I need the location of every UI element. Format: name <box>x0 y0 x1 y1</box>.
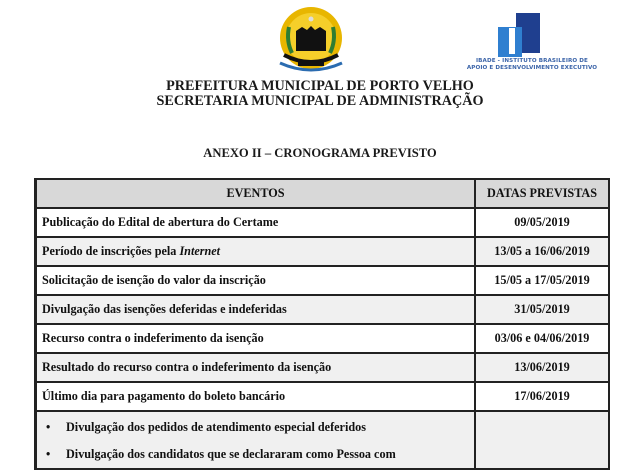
document-header <box>0 79 640 109</box>
table-row <box>36 266 610 295</box>
table-header-row <box>36 179 610 208</box>
bullet-list <box>42 414 469 468</box>
event-text: Período de inscrições pela <box>42 244 180 258</box>
porto-velho-coat-of-arms-icon <box>274 5 348 77</box>
header-line-secretaria: SECRETARIA MUNICIPAL DE ADMINISTRAÇÃO <box>156 93 484 109</box>
event-cell: Divulgação das isenções deferidas e indeferidas <box>36 295 476 324</box>
date-cell: 03/06 e 04/06/2019 <box>475 324 609 353</box>
header-line-prefeitura: PREFEITURA MUNICIPAL DE PORTO VELHO <box>166 78 474 94</box>
header-events: EVENTOS <box>36 179 476 208</box>
table-row-bullets <box>36 411 610 469</box>
event-cell: Último dia para pagamento do boleto bancário <box>36 382 476 411</box>
ibade-caption <box>452 58 612 72</box>
bullet-item: • Divulgação dos candidatos que se declararam como Pessoa com <box>66 441 469 468</box>
event-cell: Recurso contra o indeferimento da isenção <box>36 324 476 353</box>
table-row <box>36 237 610 266</box>
date-cell: 13/05 a 16/06/2019 <box>475 237 609 266</box>
date-cell: 13/06/2019 <box>475 353 609 382</box>
event-cell: Solicitação de isenção do valor da inscrição <box>36 266 476 295</box>
annex-title: ANEXO II – CRONOGRAMA PREVISTO <box>203 146 437 160</box>
table-row <box>36 324 610 353</box>
ibade-caption-line1: IBADE - INSTITUTO BRASILEIRO DE <box>476 58 588 64</box>
event-cell <box>36 237 476 266</box>
ibade-caption-line2: APOIO E DESENVOLVIMENTO EXECUTIVO <box>466 65 598 71</box>
event-cell-bullets <box>36 411 476 469</box>
event-text-italic: Internet <box>179 244 221 258</box>
date-cell: 31/05/2019 <box>475 295 609 324</box>
schedule-table <box>34 178 610 470</box>
date-cell: 17/06/2019 <box>475 382 609 411</box>
table-row <box>36 208 610 237</box>
event-cell: Publicação do Edital de abertura do Certame <box>36 208 476 237</box>
header-dates: DATAS PREVISTAS <box>475 179 609 208</box>
table-row <box>36 353 610 382</box>
date-cell: 09/05/2019 <box>475 208 609 237</box>
event-cell: Resultado do recurso contra o indeferimento da isenção <box>36 353 476 382</box>
date-cell: 15/05 a 17/05/2019 <box>475 266 609 295</box>
table-row <box>36 382 610 411</box>
table-row <box>36 295 610 324</box>
date-cell <box>475 411 609 469</box>
bullet-item: • Divulgação dos pedidos de atendimento especial deferidos <box>66 414 469 441</box>
